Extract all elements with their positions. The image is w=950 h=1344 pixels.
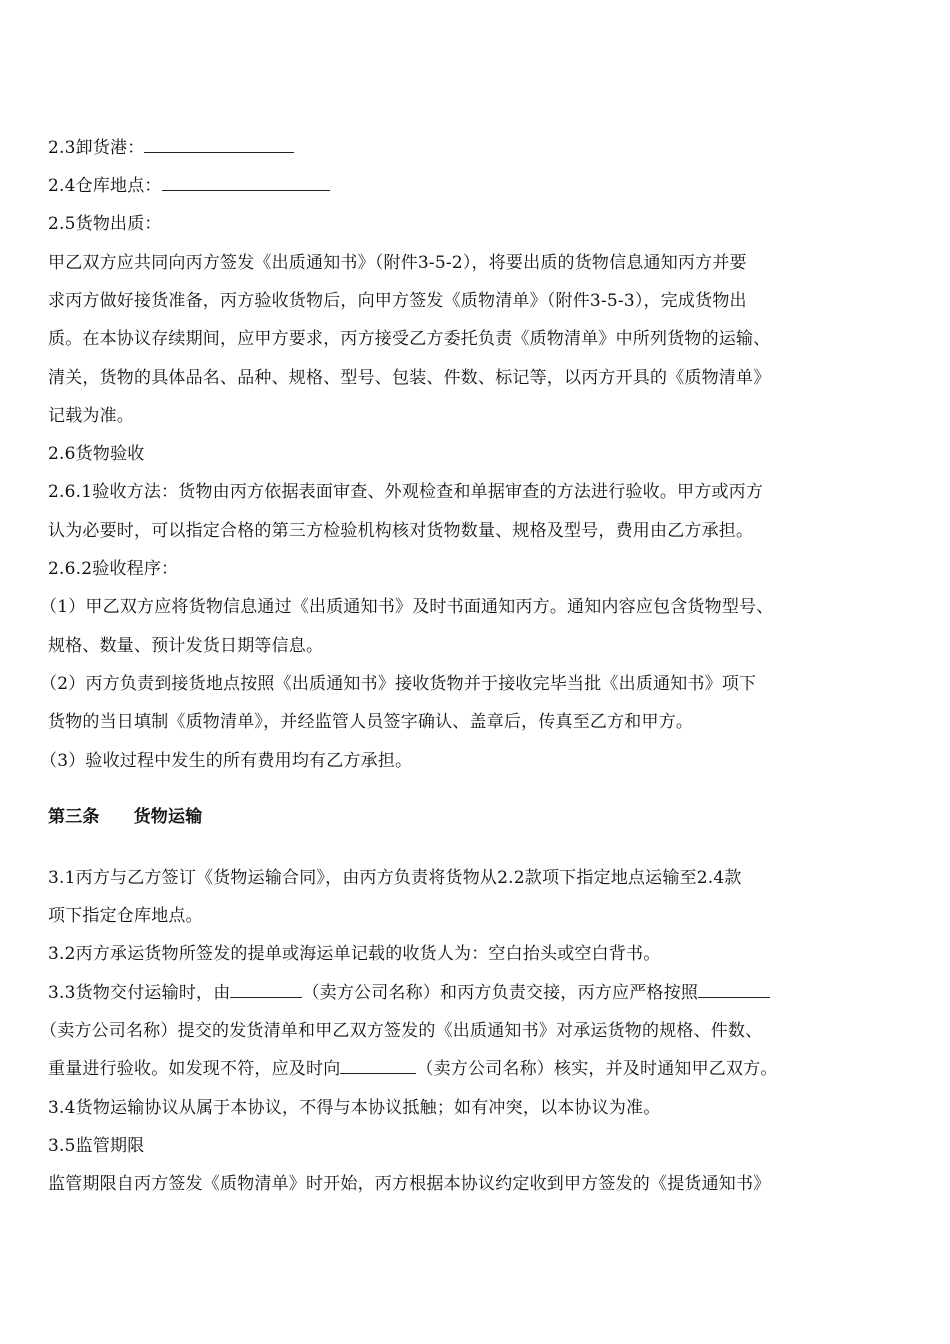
line-warehouse [48, 174, 330, 198]
paragraph-line: 3.2丙方承运货物所签发的提单或海运单记载的收货人为：空白抬头或空白背书。 [48, 944, 661, 964]
list-item-line: 规格、数量、预计发货日期等信息。 [48, 636, 324, 656]
paragraph-line: 项下指定仓库地点。 [48, 906, 203, 926]
text-fragment: 重量进行验收。如发现不符，应及时向 [48, 1059, 341, 1079]
paragraph-line: 求丙方做好接货准备，丙方验收货物后，向甲方签发《质物清单》（附件3-5-3），完成货物出 [48, 291, 747, 311]
section-2-6-heading: 2.6货物验收 [48, 444, 145, 464]
text-fragment: （卖方公司名称）核实，并及时通知甲乙双方。 [416, 1059, 778, 1079]
article-number: 第三条 [48, 807, 100, 827]
list-item-line: （1）甲乙双方应将货物信息通过《出质通知书》及时书面通知丙方。通知内容应包含货物型号、 [40, 597, 774, 617]
list-item-line: 货物的当日填制《质物清单》，并经监管人员签字确认、盖章后，传真至乙方和甲方。 [48, 712, 694, 732]
paragraph-line: 3.4货物运输协议从属于本协议，不得与本协议抵触；如有冲突，以本协议为准。 [48, 1098, 661, 1118]
seller-name-blank [340, 1059, 416, 1074]
line-unloading-port [48, 136, 294, 160]
unloading-port-label: 2.3卸货港： [48, 138, 145, 158]
paragraph-line: 质。在本协议存续期间，应甲方要求，丙方接受乙方委托负责《质物清单》中所列货物的运输、 [48, 329, 771, 349]
paragraph-line: 监管期限自丙方签发《质物清单》时开始，丙方根据本协议约定收到甲方签发的《提货通知书》 [48, 1174, 771, 1194]
article-title: 货物运输 [133, 807, 203, 827]
article-3-heading [48, 805, 202, 829]
unloading-port-blank [144, 138, 294, 153]
list-item-line: （3）验收过程中发生的所有费用均有乙方承担。 [40, 751, 413, 771]
text-fragment: 3.3货物交付运输时，由 [48, 983, 231, 1003]
paragraph-line [48, 981, 770, 1005]
warehouse-blank [162, 176, 330, 191]
paragraph-line: （卖方公司名称）提交的发货清单和甲乙双方签发的《出质通知书》对承运货物的规格、件数、 [40, 1021, 763, 1041]
paragraph-line [48, 1057, 778, 1081]
paragraph-line: 3.1丙方与乙方签订《货物运输合同》，由丙方负责将货物从2.2款项下指定地点运输至2.4款 [48, 868, 742, 888]
list-item-line: （2）丙方负责到接货地点按照《出质通知书》接收货物并于接收完毕当批《出质通知书》项下 [40, 674, 757, 694]
paragraph-line: 清关，货物的具体品名、品种、规格、型号、包装、件数、标记等，以丙方开具的《质物清单》 [48, 368, 771, 388]
warehouse-label: 2.4仓库地点： [48, 176, 162, 196]
paragraph-line: 认为必要时，可以指定合格的第三方检验机构核对货物数量、规格及型号，费用由乙方承担。 [48, 521, 754, 541]
section-2-6-2-heading: 2.6.2验收程序： [48, 559, 179, 579]
section-3-5-heading: 3.5监管期限 [48, 1136, 145, 1156]
text-fragment: （卖方公司名称）和丙方负责交接，丙方应严格按照 [302, 983, 699, 1003]
paragraph-line: 2.6.1验收方法：货物由丙方依据表面审查、外观检查和单据审查的方法进行验收。甲方或丙方 [48, 482, 764, 502]
paragraph-line: 甲乙双方应共同向丙方签发《出质通知书》（附件3-5-2），将要出质的货物信息通知丙方并要 [48, 253, 747, 273]
seller-name-blank [698, 983, 770, 998]
paragraph-line: 记载为准。 [48, 406, 134, 426]
section-2-5-heading: 2.5货物出质： [48, 214, 162, 234]
seller-name-blank [230, 983, 302, 998]
